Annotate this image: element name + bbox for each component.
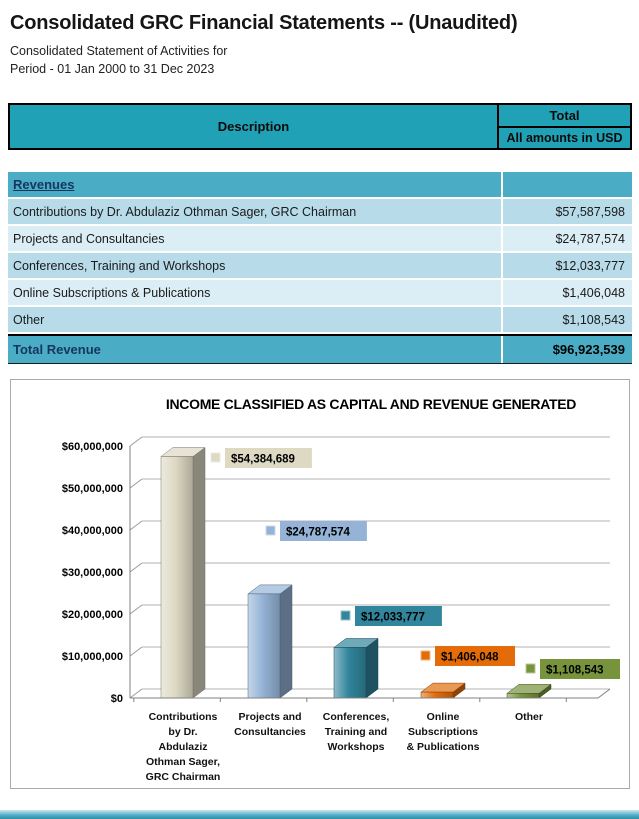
bar-data-label — [341, 606, 442, 626]
legend-key-icon — [421, 651, 430, 660]
row-label: Projects and Consultancies — [8, 226, 501, 251]
page-title: Consolidated GRC Financial Statements -- (Unaudited) — [10, 12, 518, 34]
income-chart — [10, 379, 630, 789]
bar-data-label — [211, 448, 312, 468]
chart-title: INCOME CLASSIFIED AS CAPITAL AND REVENUE GENERATED — [165, 396, 577, 412]
bar — [507, 684, 551, 698]
row-label: Online Subscriptions & Publications — [8, 280, 501, 305]
header-description: Description — [10, 105, 499, 148]
category-label: Online Subscriptions & Publications — [406, 711, 480, 753]
svg-text:$24,787,574: $24,787,574 — [286, 526, 350, 539]
y-axis-label: $40,000,000 — [61, 525, 123, 537]
bar — [334, 638, 378, 698]
chart-plot — [11, 420, 629, 786]
row-value: $24,787,574 — [501, 226, 632, 251]
svg-text:$12,033,777: $12,033,777 — [361, 611, 425, 624]
section-row-revenues — [8, 172, 632, 197]
svg-text:$1,406,048: $1,406,048 — [441, 651, 499, 664]
row-label: Contributions by Dr. Abdulaziz Othman Sager, GRC Chairman — [8, 199, 501, 224]
svg-text:$54,384,689: $54,384,689 — [231, 453, 295, 466]
footer-accent-bar — [0, 810, 639, 819]
page-subtitle-statement: Consolidated Statement of Activities for — [10, 44, 228, 58]
section-value-empty — [501, 172, 632, 197]
y-axis-label: $10,000,000 — [61, 651, 123, 663]
y-axis-label: $20,000,000 — [61, 609, 123, 621]
header-total: Total — [499, 105, 630, 128]
header-unit: All amounts in USD — [506, 131, 623, 145]
y-axis-label: $60,000,000 — [61, 441, 123, 453]
total-label: Total Revenue — [13, 342, 101, 357]
legend-key-icon — [266, 526, 275, 535]
bar-data-label — [526, 659, 620, 679]
total-value: $96,923,539 — [501, 336, 632, 363]
table-gap — [8, 150, 632, 172]
row-value: $1,108,543 — [501, 307, 632, 332]
header-total-column — [499, 105, 630, 148]
bar — [421, 683, 465, 698]
bar-data-label — [266, 521, 367, 541]
total-revenue-row — [8, 334, 632, 364]
row-label: Other — [8, 307, 501, 332]
bar — [248, 585, 292, 698]
svg-text:$1,108,543: $1,108,543 — [546, 664, 604, 677]
legend-key-icon — [526, 664, 535, 673]
row-label: Conferences, Training and Workshops — [8, 253, 501, 278]
table-row — [8, 199, 632, 224]
bar-data-label — [421, 646, 515, 666]
y-axis-label: $50,000,000 — [61, 483, 123, 495]
y-axis-label: $0 — [110, 693, 123, 705]
category-label: Contributions by Dr. Abdulaziz Othman Sager, GRC Chairman — [145, 711, 221, 783]
legend-key-icon — [211, 453, 220, 462]
table-row — [8, 253, 632, 278]
category-label: Projects and Consultancies — [234, 711, 306, 738]
row-value: $1,406,048 — [501, 280, 632, 305]
row-value: $12,033,777 — [501, 253, 632, 278]
category-label: Other — [514, 711, 544, 723]
table-row — [8, 307, 632, 332]
page-subtitle-period: Period - 01 Jan 2000 to 31 Dec 2023 — [10, 62, 215, 76]
table-header-row — [8, 103, 632, 150]
row-value: $57,587,598 — [501, 199, 632, 224]
table-row — [8, 280, 632, 305]
legend-key-icon — [341, 611, 350, 620]
y-axis-label: $30,000,000 — [61, 567, 123, 579]
category-label: Conferences, Training and Workshops — [322, 711, 390, 753]
section-label: Revenues — [13, 177, 75, 192]
table-row — [8, 226, 632, 251]
financial-table — [8, 103, 632, 366]
bar — [161, 448, 205, 699]
